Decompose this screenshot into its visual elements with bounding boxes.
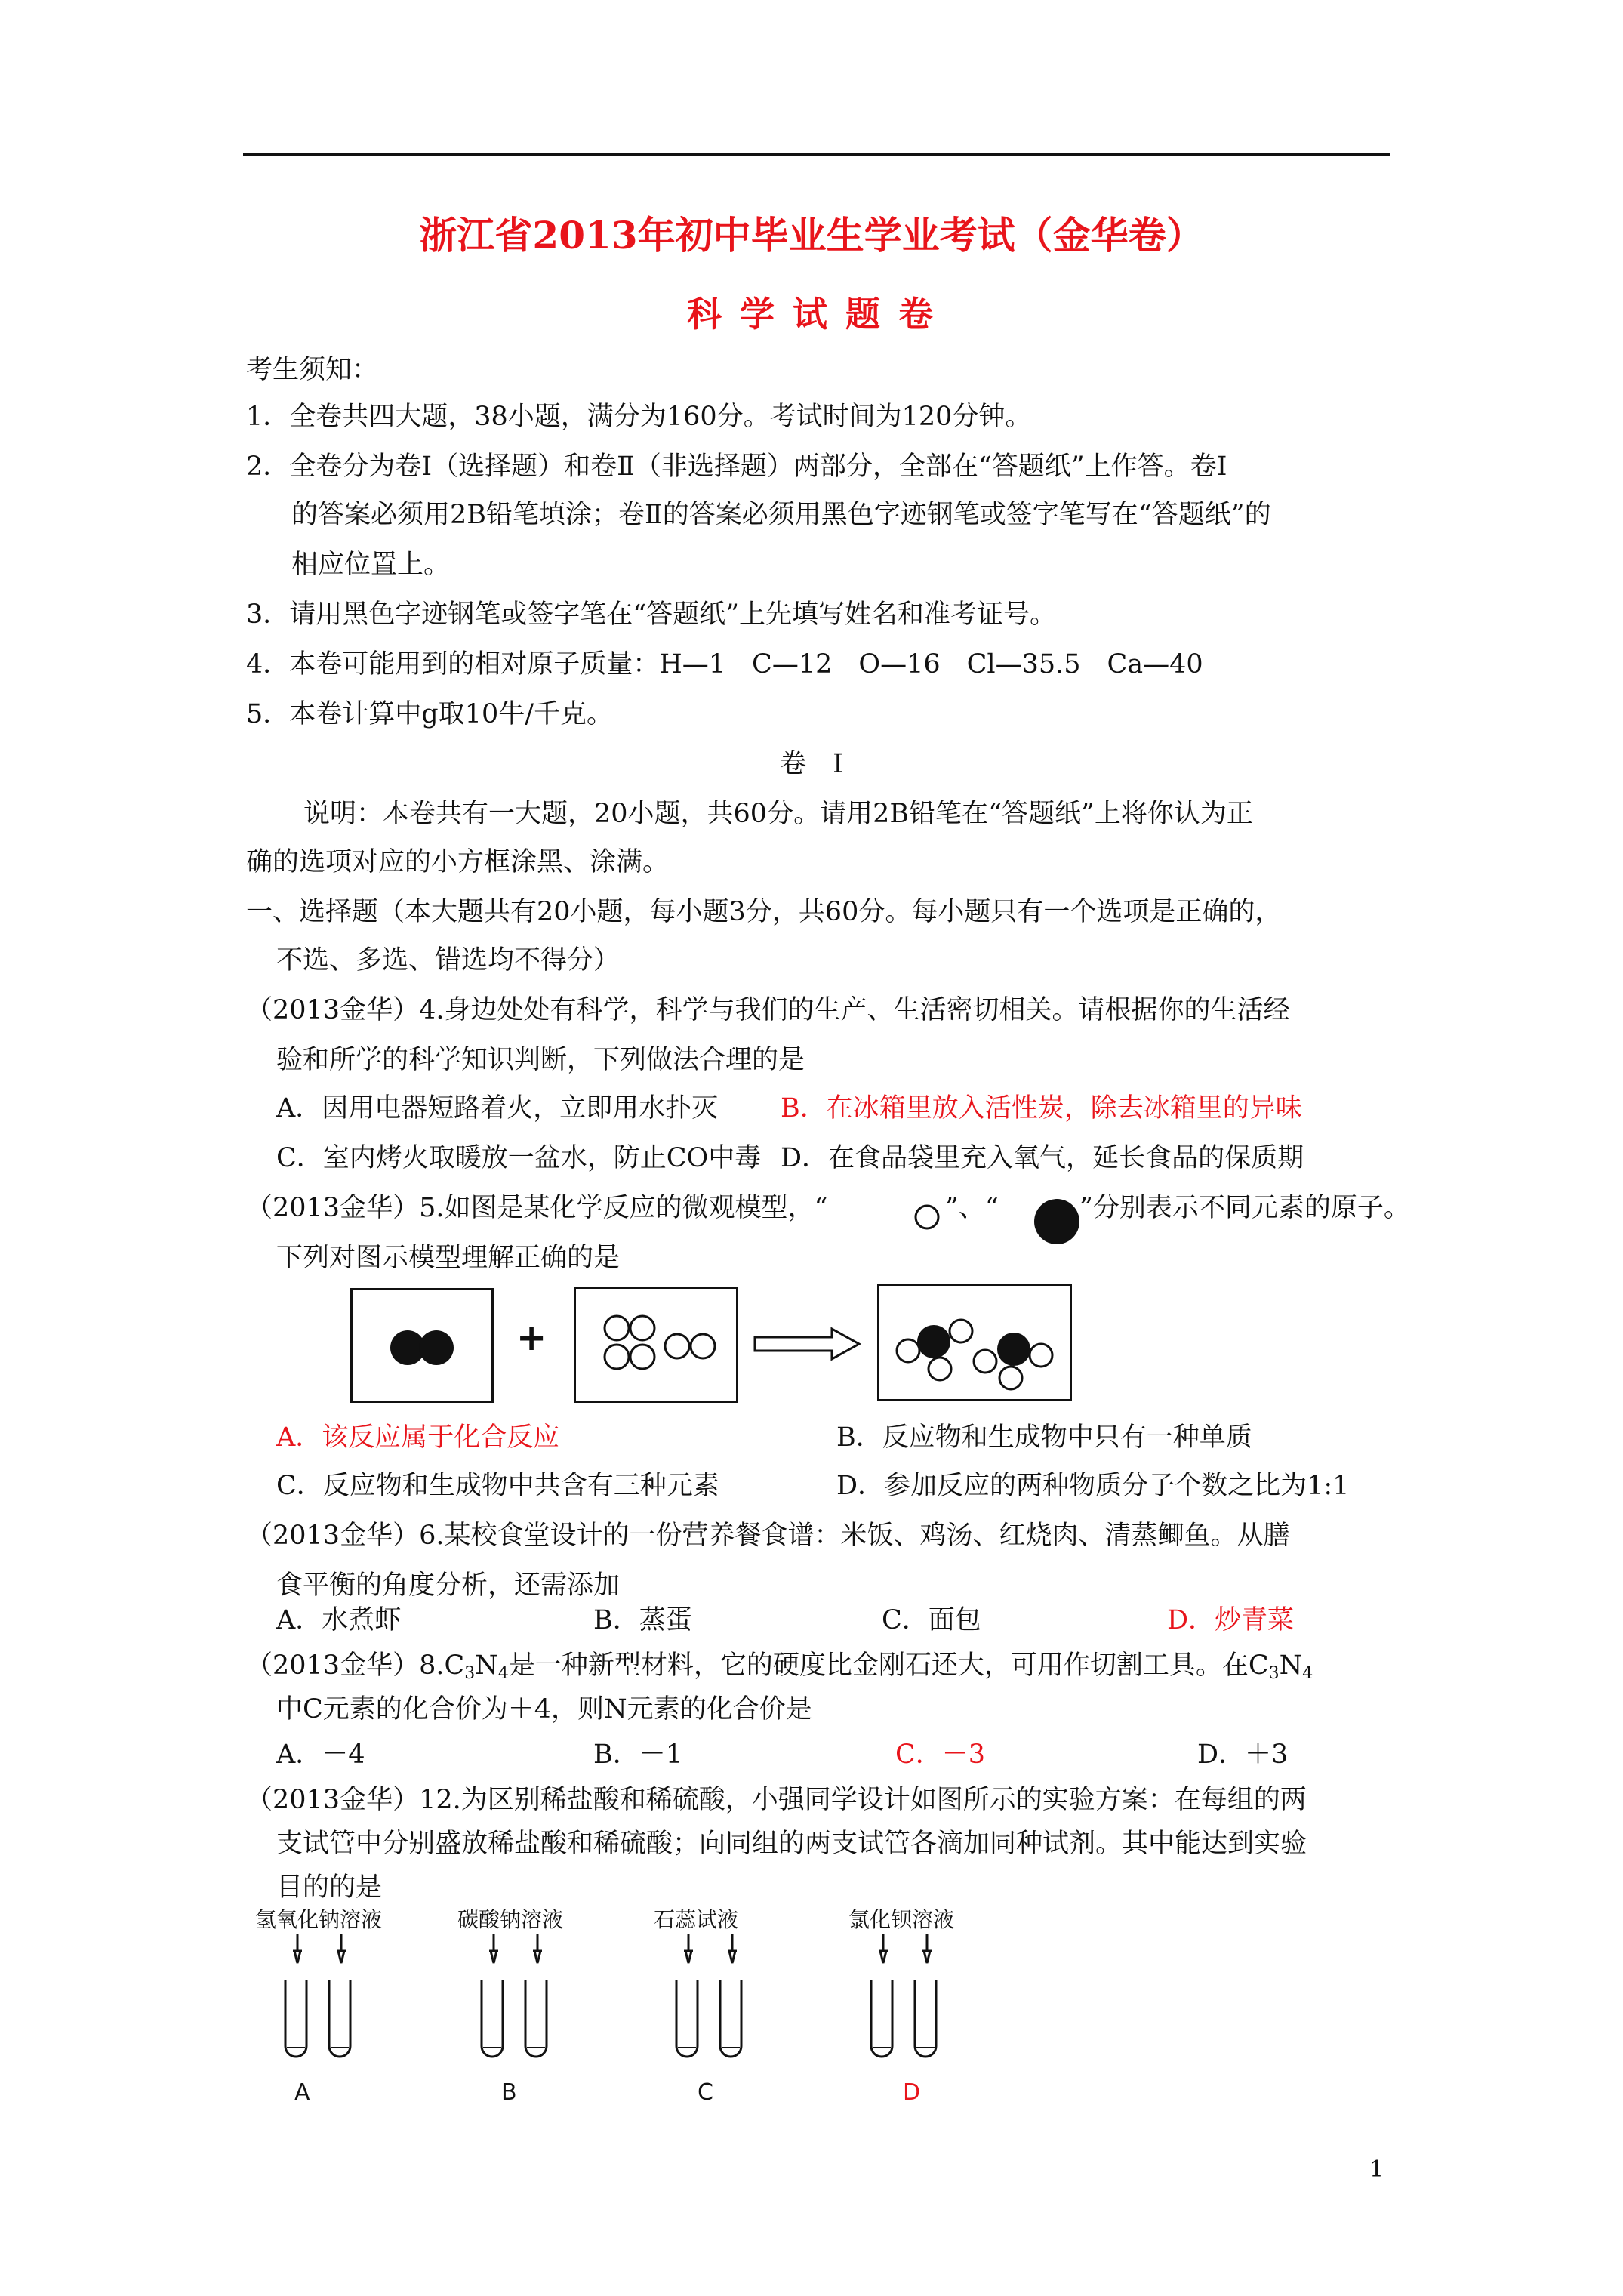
notice-item-2-cont: 的答案必须用2B铅笔填涂；卷Ⅱ的答案必须用黑色字迹钢笔或签字笔写在“答题纸”的: [291, 500, 1271, 530]
q5-stem-1a: （2013金华）5.如图是某化学反应的微观模型，“: [246, 1193, 828, 1223]
q6-stem-2: 食平衡的角度分析，还需添加: [276, 1570, 621, 1601]
header-rule: [243, 153, 1390, 156]
q6-option-b: B．蒸蛋: [593, 1605, 692, 1635]
q8-option-b: B．－1: [593, 1740, 682, 1770]
exam-subtitle: 科 学 试 题 卷: [686, 294, 937, 334]
test-tubes-a-icon: [272, 1934, 377, 2070]
reagent-label-a: 氢氧化钠溶液: [255, 1907, 383, 1932]
q8-stem-2: 中C元素的化合价为＋4，则N元素的化合价是: [276, 1694, 812, 1724]
section-instruction-2: 确的选项对应的小方框涂黑、涂满。: [246, 847, 670, 877]
white-atom-icon: [912, 1202, 942, 1232]
page-number: 1: [1369, 2156, 1384, 2183]
tube-label-c: C: [698, 2079, 713, 2106]
tube-label-b: B: [501, 2079, 517, 2106]
test-tubes-d-icon: [858, 1934, 963, 2070]
reagent-label-c: 石蕊试液: [654, 1907, 739, 1932]
reagent-label-d: 氯化钡溶液: [848, 1907, 955, 1932]
q12-stem-1: （2013金华）12.为区别稀盐酸和稀硫酸，小强同学设计如图所示的实验方案：在每组的两: [246, 1785, 1307, 1815]
q5-option-c: C．反应物和生成物中共含有三种元素: [276, 1471, 719, 1501]
test-tubes-c-icon: [663, 1934, 768, 2070]
exam-title: 浙江省2013年初中毕业生学业考试（金华卷）: [419, 213, 1204, 257]
q8-option-c: C．－3: [895, 1740, 986, 1770]
reaction-arrow-icon: [753, 1327, 862, 1361]
reagent-label-b: 碳酸钠溶液: [457, 1907, 564, 1932]
q5-option-a: A．该反应属于化合反应: [276, 1422, 560, 1453]
q4-option-d: D．在食品袋里充入氧气，延长食品的保质期: [781, 1143, 1304, 1173]
black-atom-icon: [1034, 1199, 1079, 1244]
q6-option-c: C．面包: [882, 1605, 981, 1635]
reactant-box-2: [574, 1287, 738, 1403]
q4-option-b: B．在冰箱里放入活性炭，除去冰箱里的异味: [781, 1093, 1302, 1123]
plus-sign: +: [516, 1317, 547, 1359]
product-molecules-icon: [879, 1286, 1070, 1399]
notice-item-5: 5．本卷计算中g取10牛/千克。: [246, 699, 614, 729]
q5-stem-1b: ”、“: [945, 1193, 999, 1223]
product-box: [877, 1284, 1072, 1401]
tube-label-d: D: [903, 2079, 921, 2106]
notice-item-2: 2．全卷分为卷Ⅰ（选择题）和卷Ⅱ（非选择题）两部分，全部在“答题纸”上作答。卷Ⅰ: [246, 451, 1227, 482]
q4-option-a: A．因用电器短路着火，立即用水扑灭: [276, 1093, 719, 1123]
notice-heading: 考生须知：: [246, 355, 379, 385]
q6-option-a: A．水煮虾: [276, 1605, 402, 1635]
q12-stem-2: 支试管中分别盛放稀盐酸和稀硫酸；向同组的两支试管各滴加同种试剂。其中能达到实验: [276, 1829, 1307, 1859]
q5-stem-1c: ”分别表示不同元素的原子。: [1079, 1193, 1410, 1223]
q8-option-a: A．－4: [276, 1740, 365, 1770]
q4-stem-2: 验和所学的科学知识判断，下列做法合理的是: [276, 1045, 805, 1075]
q8-option-d: D．＋3: [1197, 1740, 1289, 1770]
notice-item-3: 3．请用黑色字迹钢笔或签字笔在“答题纸”上先填写姓名和准考证号。: [246, 599, 1057, 630]
reactant-box-1: [350, 1288, 494, 1403]
white-molecules-icon: [576, 1289, 736, 1401]
black-molecule-icon: [353, 1290, 491, 1401]
q5-option-d: D．参加反应的两种物质分子个数之比为1:1: [836, 1471, 1350, 1501]
q4-option-c: C．室内烤火取暖放一盆水，防止CO中毒: [276, 1143, 762, 1173]
notice-item-2-cont2: 相应位置上。: [291, 550, 451, 580]
q6-option-d: D．炒青菜: [1167, 1605, 1295, 1635]
test-tubes-b-icon: [468, 1934, 574, 2070]
q6-stem-1: （2013金华）6.某校食堂设计的一份营养餐食谱：米饭、鸡汤、红烧肉、清蒸鲫鱼。从膳: [246, 1521, 1290, 1551]
section-instruction-1: 说明：本卷共有一大题，20小题，共60分。请用2B铅笔在“答题纸”上将你认为正: [303, 799, 1253, 829]
q8-stem-1: （2013金华）$8.C_3N_4$是一种新型材料，它的硬度比金刚石还大，可用作切割工具。在$C_3N_4$: [246, 1650, 1313, 1683]
section-heading-1: 一、选择题（本大题共有20小题，每小题3分，共60分。每小题只有一个选项是正确的，: [246, 897, 1282, 927]
notice-item-1: 1．全卷共四大题，38小题，满分为160分。考试时间为120分钟。: [246, 402, 1032, 432]
q12-stem-3: 目的的是: [276, 1872, 383, 1903]
section-heading-2: 不选、多选、错选均不得分）: [276, 945, 621, 975]
q5-option-b: B．反应物和生成物中只有一种单质: [836, 1422, 1252, 1453]
q4-stem-1: （2013金华）4.身边处处有科学，科学与我们的生产、生活密切相关。请根据你的生活经: [246, 995, 1290, 1025]
notice-item-4: 4．本卷可能用到的相对原子质量：H—1 C—12 O—16 Cl—35.5 Ca—40: [246, 649, 1203, 680]
q5-stem-2: 下列对图示模型理解正确的是: [276, 1243, 621, 1273]
section-label: 卷 Ⅰ: [780, 749, 843, 779]
tube-label-a: A: [294, 2079, 310, 2106]
